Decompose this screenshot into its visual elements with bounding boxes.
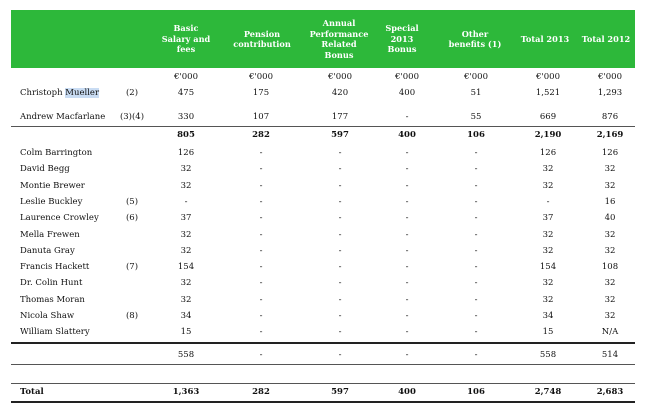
cell-value: 32 [180,278,192,289]
cell-value: 177 [331,112,349,122]
cell-value: 15 [180,327,192,338]
cell-value: - [474,213,478,224]
table-row [11,85,635,101]
cell-value: €'000 [598,72,622,82]
cell-value: 32 [542,180,554,191]
cell-value: - [259,294,263,305]
cell-value: - [405,245,409,256]
row-note: (3)(4) [119,112,145,122]
units-row [11,69,635,85]
cell-value: - [259,148,263,158]
cell-value: 32 [180,180,192,191]
cell-value: 514 [601,350,619,360]
cell-value: - [338,196,342,207]
cell-value: 2,748 [534,387,562,397]
cell-value: 126 [601,148,619,158]
cell-value: - [259,350,263,360]
cell-value: - [474,196,478,207]
cell-value: €'000 [328,72,352,82]
cell-value: - [405,327,409,338]
cell-value: €'000 [536,72,560,82]
cell-value: - [405,350,409,360]
cell-value: - [405,196,409,207]
cell-value: 400 [398,130,416,140]
total-2012-header: Total 2012 [581,33,631,44]
row-name: Nicola Shaw [20,311,75,321]
row-note: (8) [125,311,139,321]
executive-subtotal-row [11,127,635,143]
cell-value: - [259,180,263,191]
cell-value: 154 [177,262,195,273]
special-bonus-header: Special 2013 Bonus [385,23,419,55]
cell-value: - [338,213,342,224]
cell-value: - [259,327,263,338]
cell-value: - [259,278,263,289]
cell-value: 106 [467,387,485,397]
cell-value: 32 [180,245,192,256]
cell-value: - [405,164,409,175]
cell-value: 2,169 [596,130,624,140]
cell-value: 32 [604,245,616,256]
total-row [11,384,635,400]
cell-value: 282 [252,130,270,140]
cell-value: 32 [542,278,554,289]
cell-value: 154 [539,262,557,273]
table-row [11,308,635,324]
cell-value: 37 [180,213,192,224]
divider [11,401,635,403]
row-name: Colm Barrington [20,148,93,158]
row-name: Dr. Colin Hunt [20,278,83,289]
table-row [11,210,635,226]
table-row [11,145,635,161]
cell-value: 400 [398,88,416,98]
divider [11,364,635,365]
cell-value: - [259,245,263,256]
cell-value: 126 [177,148,195,158]
cell-value: 597 [331,130,349,140]
cell-value: 475 [177,88,195,98]
row-note: (2) [125,88,139,98]
cell-value: - [338,294,342,305]
table-row [11,259,635,275]
cell-value: - [474,229,478,240]
cell-value: - [338,229,342,240]
cell-value: 32 [542,164,554,175]
cell-value: 32 [180,294,192,305]
cell-value: - [338,350,342,360]
cell-value: 805 [177,130,195,140]
cell-value: - [405,112,409,122]
pension-header: Pension contribution [233,28,291,49]
cell-value: - [259,164,263,175]
table-row [11,109,635,125]
cell-value: - [259,262,263,273]
row-note: (7) [125,262,139,273]
cell-value: - [474,180,478,191]
cell-value: 2,683 [596,387,624,397]
row-note [115,227,149,243]
cell-value: 558 [539,350,557,360]
cell-value: - [405,213,409,224]
cell-value: €'000 [249,72,273,82]
cell-value: 40 [604,213,616,224]
row-name: Danuta Gray [20,245,75,256]
cell-value: 2,190 [534,130,562,140]
cell-value: - [405,311,409,321]
cell-value: 282 [252,387,270,397]
table-row [11,243,635,259]
cell-value: - [259,196,263,207]
table-header [11,10,635,68]
cell-value: 32 [542,229,554,240]
table-row [11,161,635,177]
table-row [11,275,635,291]
cell-value: 32 [542,294,554,305]
row-note [115,275,149,291]
cell-value: - [405,180,409,191]
row-name: Laurence Crowley [20,213,99,224]
cell-value: - [259,213,263,224]
non-executive-subtotal-row [11,347,635,363]
cell-value: - [405,262,409,273]
cell-value: 669 [539,112,557,122]
cell-value: 126 [539,148,557,158]
cell-value: €'000 [395,72,419,82]
cell-value: - [338,311,342,321]
cell-value: €'000 [174,72,198,82]
other-benefits-header: Other benefits (1) [448,28,502,49]
cell-value: 597 [331,387,349,397]
cell-value: - [474,294,478,305]
row-note [115,178,149,194]
cell-value: 32 [604,180,616,191]
row-note: (6) [125,213,139,224]
cell-value: - [546,196,550,207]
cell-value: - [338,262,342,273]
cell-value: 55 [470,112,482,122]
row-note: (5) [125,196,139,207]
cell-value: - [474,327,478,338]
cell-value: 32 [180,229,192,240]
cell-value: - [474,350,478,360]
cell-value: - [259,311,263,321]
row-name: Leslie Buckley [20,196,83,207]
cell-value: - [405,148,409,158]
cell-value: 330 [177,112,195,122]
cell-value: 32 [180,164,192,175]
table-row [11,292,635,308]
cell-value: - [338,327,342,338]
table-row [11,227,635,243]
cell-value: - [474,148,478,158]
cell-value: - [405,229,409,240]
row-name: Mella Frewen [20,229,80,240]
basic-salary-header: Basic Salary and fees [161,23,211,55]
table-row [11,178,635,194]
cell-value: - [474,278,478,289]
table-row [11,324,635,340]
row-note [115,243,149,259]
cell-value: - [338,148,342,158]
cell-value: 32 [604,229,616,240]
cell-value: 51 [470,88,482,98]
cell-value: - [338,278,342,289]
cell-value: - [474,262,478,273]
row-name: Montie Brewer [20,180,85,191]
cell-value: 1,363 [172,387,200,397]
row-name: Total [20,387,44,397]
cell-value: 15 [542,327,554,338]
cell-value: 32 [604,294,616,305]
cell-value: - [338,245,342,256]
divider [11,342,635,344]
cell-value: 107 [252,112,270,122]
cell-value: €'000 [464,72,488,82]
cell-value: - [405,294,409,305]
cell-value: - [474,164,478,175]
row-name: Andrew Macfarlane [20,112,106,122]
cell-value: 876 [601,112,619,122]
cell-value: 1,521 [535,88,561,98]
cell-value: 34 [542,311,554,321]
row-note [115,145,149,161]
cell-value: 175 [252,88,270,98]
total-2013-header: Total 2013 [520,33,570,44]
row-name: Thomas Moran [20,294,85,305]
cell-value: 106 [467,130,485,140]
cell-value: - [259,229,263,240]
cell-value: 558 [177,350,195,360]
row-name: William Slattery [20,327,90,338]
row-name: Francis Hackett [20,262,90,273]
row-name: David Begg [20,164,70,175]
cell-value: 16 [604,196,616,207]
cell-value: - [184,196,188,207]
cell-value: 32 [604,164,616,175]
cell-value: 400 [398,387,416,397]
cell-value: - [338,164,342,175]
cell-value: 34 [180,311,192,321]
cell-value: - [474,245,478,256]
row-note [115,324,149,340]
table-row [11,194,635,210]
row-name: Christoph Mueller [20,88,100,98]
cell-value: 32 [542,245,554,256]
cell-value: N/A [601,327,619,338]
cell-value: - [338,180,342,191]
cell-value: 1,293 [597,88,623,98]
cell-value: 32 [604,311,616,321]
cell-value: 37 [542,213,554,224]
performance-bonus-header: Annual Performance Related Bonus [309,18,369,60]
cell-value: - [405,278,409,289]
cell-value: 108 [601,262,619,273]
row-note [115,292,149,308]
row-note [115,161,149,177]
cell-value: - [474,311,478,321]
cell-value: 420 [331,88,349,98]
cell-value: 32 [604,278,616,289]
